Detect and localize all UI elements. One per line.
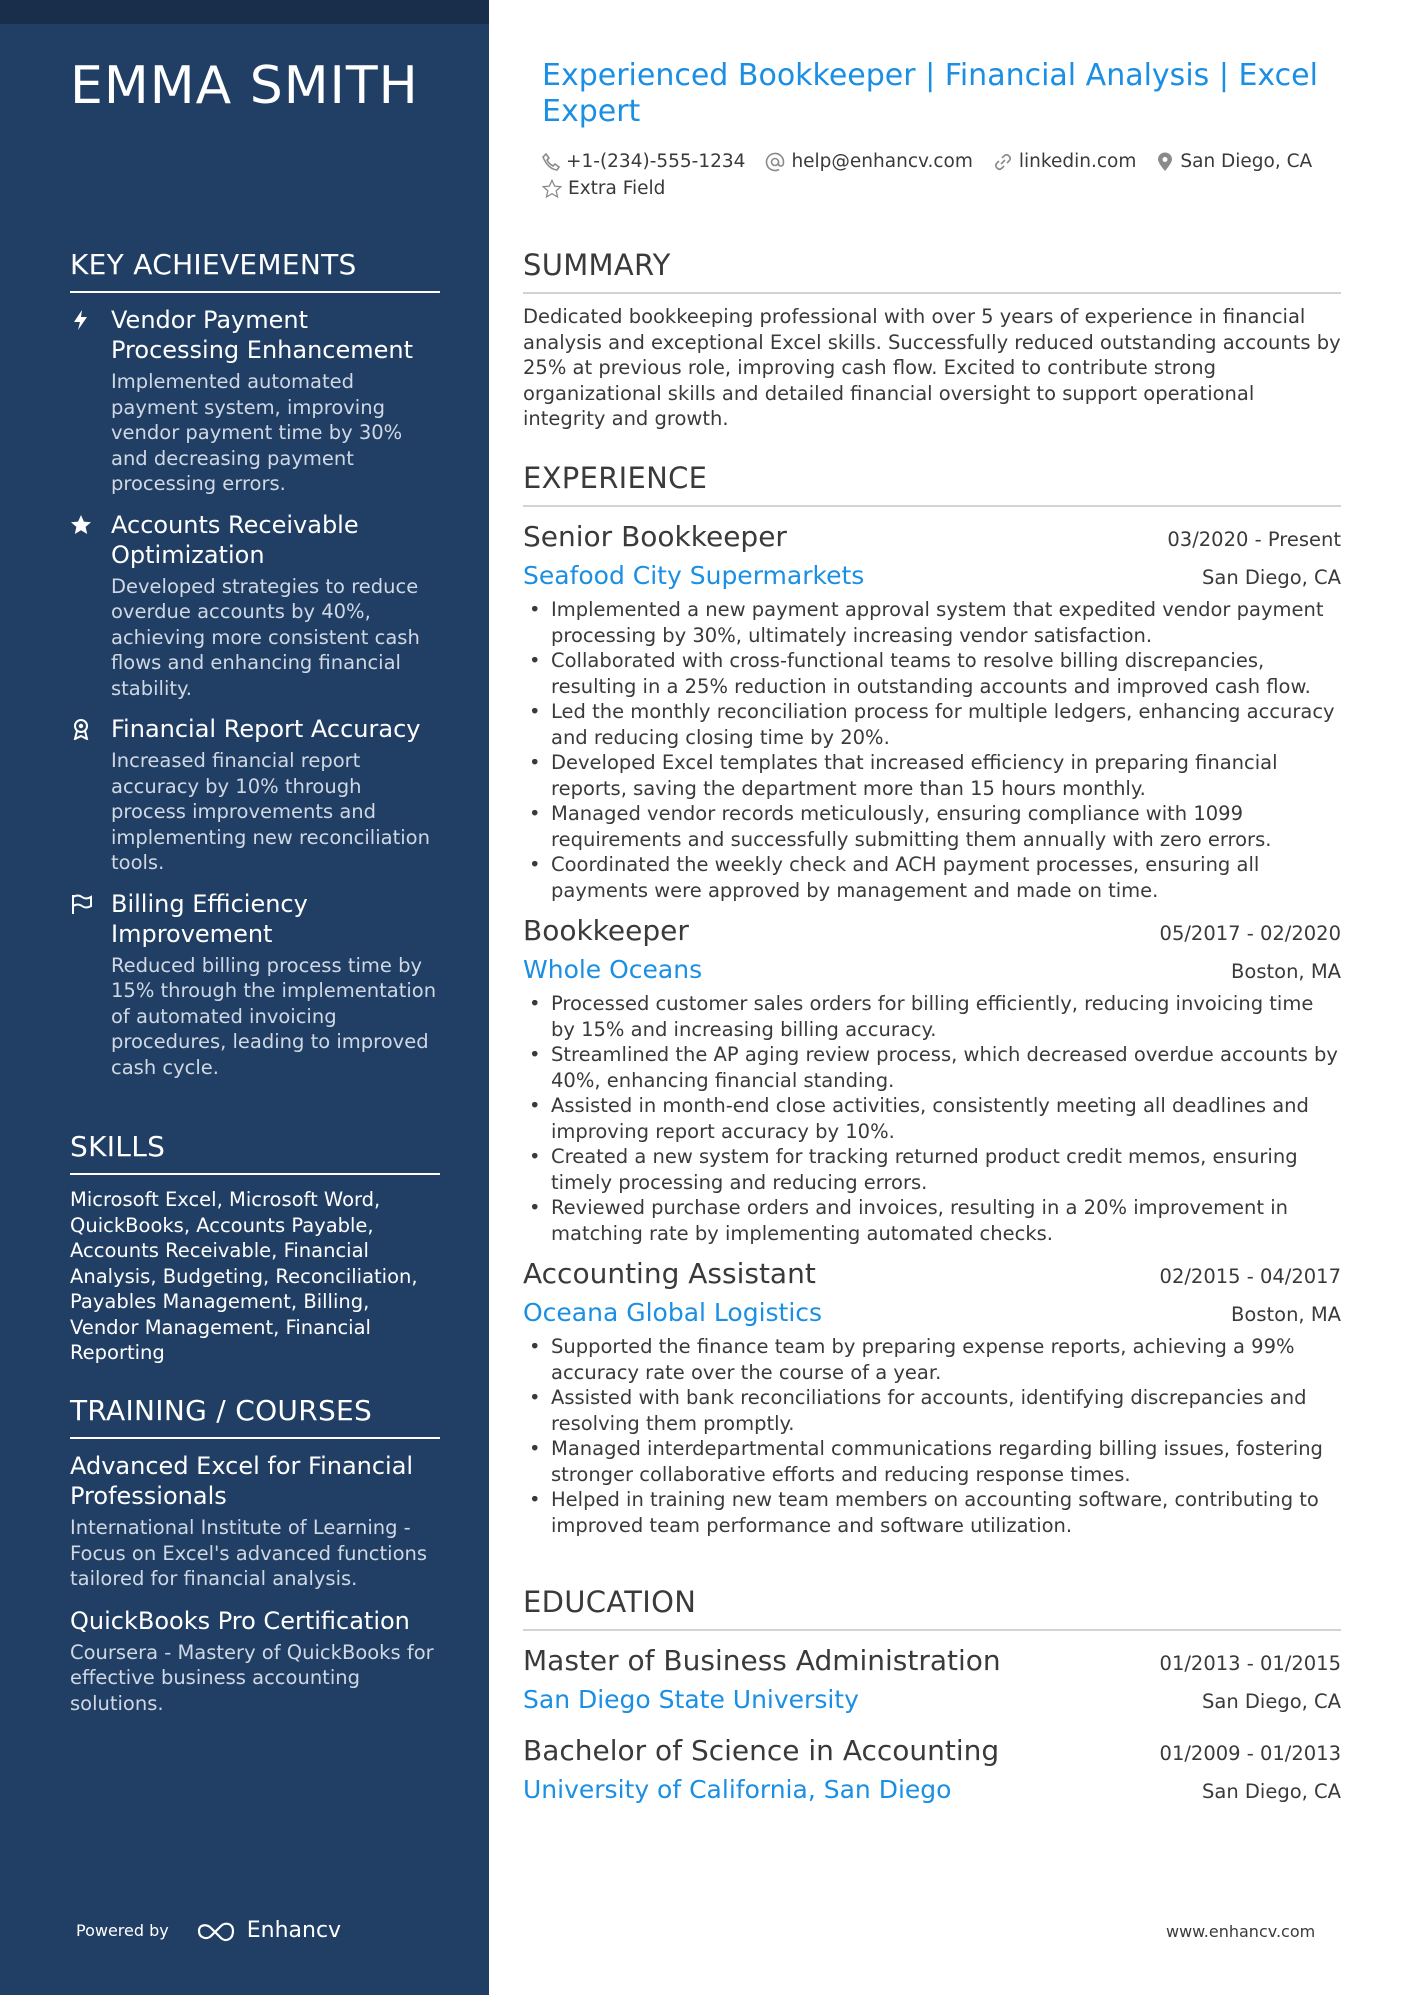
job-bullet: • Reviewed purchase orders and invoices, resulting in a 20% improvement in matching rate by implementing automated checks.	[523, 1195, 1341, 1246]
job-bullet: • Collaborated with cross-functional teams to resolve billing discrepancies, resulting in a 25% reduction in outstanding accounts and improved cash flow.	[523, 648, 1341, 699]
achievement-description: Implemented automated payment system, improving vendor payment time by 30% and decreasing payment processing errors.	[111, 370, 403, 495]
achievement-item	[70, 714, 440, 876]
job-entry	[523, 517, 1341, 903]
star-icon	[70, 514, 92, 536]
job-location: Boston, MA	[1231, 1303, 1341, 1326]
education-dates: 01/2013 - 01/2015	[1159, 1652, 1341, 1675]
contact-location	[1156, 151, 1312, 172]
education-section	[523, 1585, 1341, 1821]
powered-by	[76, 1918, 341, 1943]
job-bullets	[523, 597, 1341, 903]
job-company: Whole Oceans	[523, 955, 703, 984]
job-company: Seafood City Supermarkets	[523, 561, 865, 590]
award-icon	[70, 718, 92, 740]
enhancv-brand-name: Enhancv	[246, 1918, 342, 1943]
course-description: International Institute of Learning - Focus on Excel's advanced functions tailored for financial analysis.	[70, 1516, 428, 1590]
achievement-description: Reduced billing process time by 15% through the implementation of automated invoicing procedures, leading to improved cash cycle.	[111, 953, 437, 1079]
job-bullet: • Supported the finance team by preparing expense reports, achieving a 99% accuracy rate over the course of a year.	[523, 1334, 1341, 1385]
location-pin-icon	[1156, 152, 1174, 172]
job-bullets	[523, 1334, 1341, 1538]
education-dates: 01/2009 - 01/2013	[1159, 1742, 1341, 1765]
job-dates: 02/2015 - 04/2017	[1159, 1265, 1341, 1288]
footer-url[interactable]: www.enhancv.com	[1166, 1922, 1316, 1941]
achievement-item	[70, 889, 440, 1081]
course-title: QuickBooks Pro Certification	[70, 1606, 410, 1635]
sidebar-top-bar	[0, 0, 489, 24]
degree: Master of Business Administration	[523, 1644, 1001, 1677]
sidebar	[0, 0, 489, 1995]
headline: Experienced Bookkeeper | Financial Analysis | Excel Expert	[542, 58, 1318, 129]
achievement-title: Billing Efficiency Improvement	[111, 889, 308, 948]
school: San Diego State University	[523, 1685, 859, 1714]
contact-info	[542, 148, 1342, 202]
experience-heading: EXPERIENCE	[523, 461, 1341, 507]
job-entry	[523, 911, 1341, 1246]
candidate-name: EMMA SMITH	[70, 56, 419, 116]
achievement-item	[70, 510, 440, 702]
contact-extra	[542, 178, 665, 199]
phone-icon	[542, 153, 560, 171]
enhancv-logo[interactable]	[195, 1918, 341, 1943]
education-location: San Diego, CA	[1202, 1780, 1341, 1803]
job-company: Oceana Global Logistics	[523, 1298, 823, 1327]
course-item	[70, 1451, 440, 1592]
achievement-item	[70, 305, 440, 497]
extra-field-text: Extra Field	[568, 178, 666, 199]
job-location: Boston, MA	[1231, 960, 1341, 983]
linkedin-text: linkedin.com	[1018, 151, 1137, 172]
achievement-title: Vendor Payment Processing Enhancement	[111, 306, 414, 364]
job-bullet: • Implemented a new payment approval system that expedited vendor payment processing by 30%, ultimately increasing vendor satisfaction.	[523, 597, 1341, 648]
powered-by-label: Powered by	[76, 1921, 169, 1940]
lightning-icon	[70, 309, 92, 331]
achievement-title: Financial Report Accuracy	[111, 715, 421, 743]
skills-heading: SKILLS	[70, 1130, 440, 1175]
contact-linkedin[interactable]	[993, 151, 1136, 172]
job-bullet: • Led the monthly reconciliation process for multiple ledgers, enhancing accuracy and reducing closing time by 20%.	[523, 699, 1341, 750]
job-bullet: • Managed vendor records meticulously, ensuring compliance with 1099 requirements and successfully submitting them annually with zero errors.	[523, 801, 1341, 852]
job-title: Senior Bookkeeper	[523, 520, 787, 553]
education-location: San Diego, CA	[1202, 1690, 1341, 1713]
course-title: Advanced Excel for Financial Professionals	[70, 1452, 414, 1510]
job-bullet: • Developed Excel templates that increased efficiency in preparing financial reports, saving the department more than 15 hours monthly.	[523, 750, 1341, 801]
key-achievements-section	[70, 248, 440, 1093]
star-outline-icon	[542, 179, 562, 199]
phone-text: +1-(234)-555-1234	[566, 151, 746, 172]
summary-heading: SUMMARY	[523, 248, 1341, 294]
summary-section	[523, 248, 1341, 432]
job-location: San Diego, CA	[1202, 566, 1341, 589]
job-bullet: • Coordinated the weekly check and ACH payment processes, ensuring all payments were approved by management and made on time.	[523, 852, 1341, 903]
job-bullets	[523, 991, 1341, 1246]
job-bullet: • Helped in training new team members on accounting software, contributing to improved team performance and software utilization.	[523, 1487, 1341, 1538]
skills-section	[70, 1130, 440, 1366]
achievement-description: Increased financial report accuracy by 10% through process improvements and implementing new reconciliation tools.	[111, 749, 430, 874]
course-description: Coursera - Mastery of QuickBooks for effective business accounting solutions.	[70, 1640, 434, 1715]
job-entry	[523, 1254, 1341, 1538]
contact-email[interactable]	[765, 151, 972, 172]
course-item	[70, 1606, 440, 1717]
achievement-title: Accounts Receivable Optimization	[111, 510, 359, 569]
degree: Bachelor of Science in Accounting	[523, 1734, 1000, 1767]
job-bullet: • Created a new system for tracking returned product credit memos, ensuring timely processing and reducing errors.	[523, 1144, 1341, 1195]
job-bullet: • Assisted in month-end close activities, consistently meeting all deadlines and improving report accuracy by 10%.	[523, 1093, 1341, 1144]
link-icon	[993, 152, 1013, 172]
training-heading: TRAINING / COURSES	[70, 1394, 440, 1439]
job-dates: 03/2020 - Present	[1167, 528, 1341, 551]
skills-list: Microsoft Excel, Microsoft Word, QuickBooks, Accounts Payable, Accounts Receivable, Financial Analysis, Budgeting, Reconciliation, Payables Management, Billing, Vendor Management, Financial Reporting	[70, 1188, 418, 1364]
contact-phone[interactable]	[542, 151, 745, 172]
experience-section	[523, 461, 1341, 1546]
job-bullet: • Assisted with bank reconciliations for accounts, identifying discrepancies and resolving them promptly.	[523, 1385, 1341, 1436]
flag-icon	[70, 893, 92, 915]
achievement-description: Developed strategies to reduce overdue accounts by 40%, achieving more consistent cash flows and enhancing financial stability.	[111, 574, 420, 700]
email-text: help@enhancv.com	[791, 151, 973, 172]
job-title: Bookkeeper	[523, 914, 689, 947]
education-entry	[523, 1641, 1341, 1719]
job-title: Accounting Assistant	[523, 1257, 816, 1290]
training-section	[70, 1394, 440, 1730]
education-heading: EDUCATION	[523, 1585, 1341, 1631]
job-dates: 05/2017 - 02/2020	[1159, 922, 1341, 945]
location-text: San Diego, CA	[1180, 151, 1313, 172]
job-bullet: • Processed customer sales orders for billing efficiently, reducing invoicing time by 15% and increasing billing accuracy.	[523, 991, 1341, 1042]
at-icon	[765, 152, 785, 172]
summary-text: Dedicated bookkeeping professional with over 5 years of experience in financial analysis and exceptional Excel skills. Successfully reduced outstanding accounts by 25% at previous role, improving cash flow. Excited to contribute strong organizational skills and detailed financial oversight to support operational integrity and growth.	[523, 305, 1341, 430]
job-bullet: • Managed interdepartmental communications regarding billing issues, fostering stronger collaborative efforts and reducing response times.	[523, 1436, 1341, 1487]
key-achievements-heading: KEY ACHIEVEMENTS	[70, 248, 440, 293]
education-entry	[523, 1731, 1341, 1809]
enhancv-logo-icon	[195, 1920, 239, 1942]
school: University of California, San Diego	[523, 1775, 952, 1804]
job-bullet: • Streamlined the AP aging review process, which decreased overdue accounts by 40%, enhancing financial standing.	[523, 1042, 1341, 1093]
